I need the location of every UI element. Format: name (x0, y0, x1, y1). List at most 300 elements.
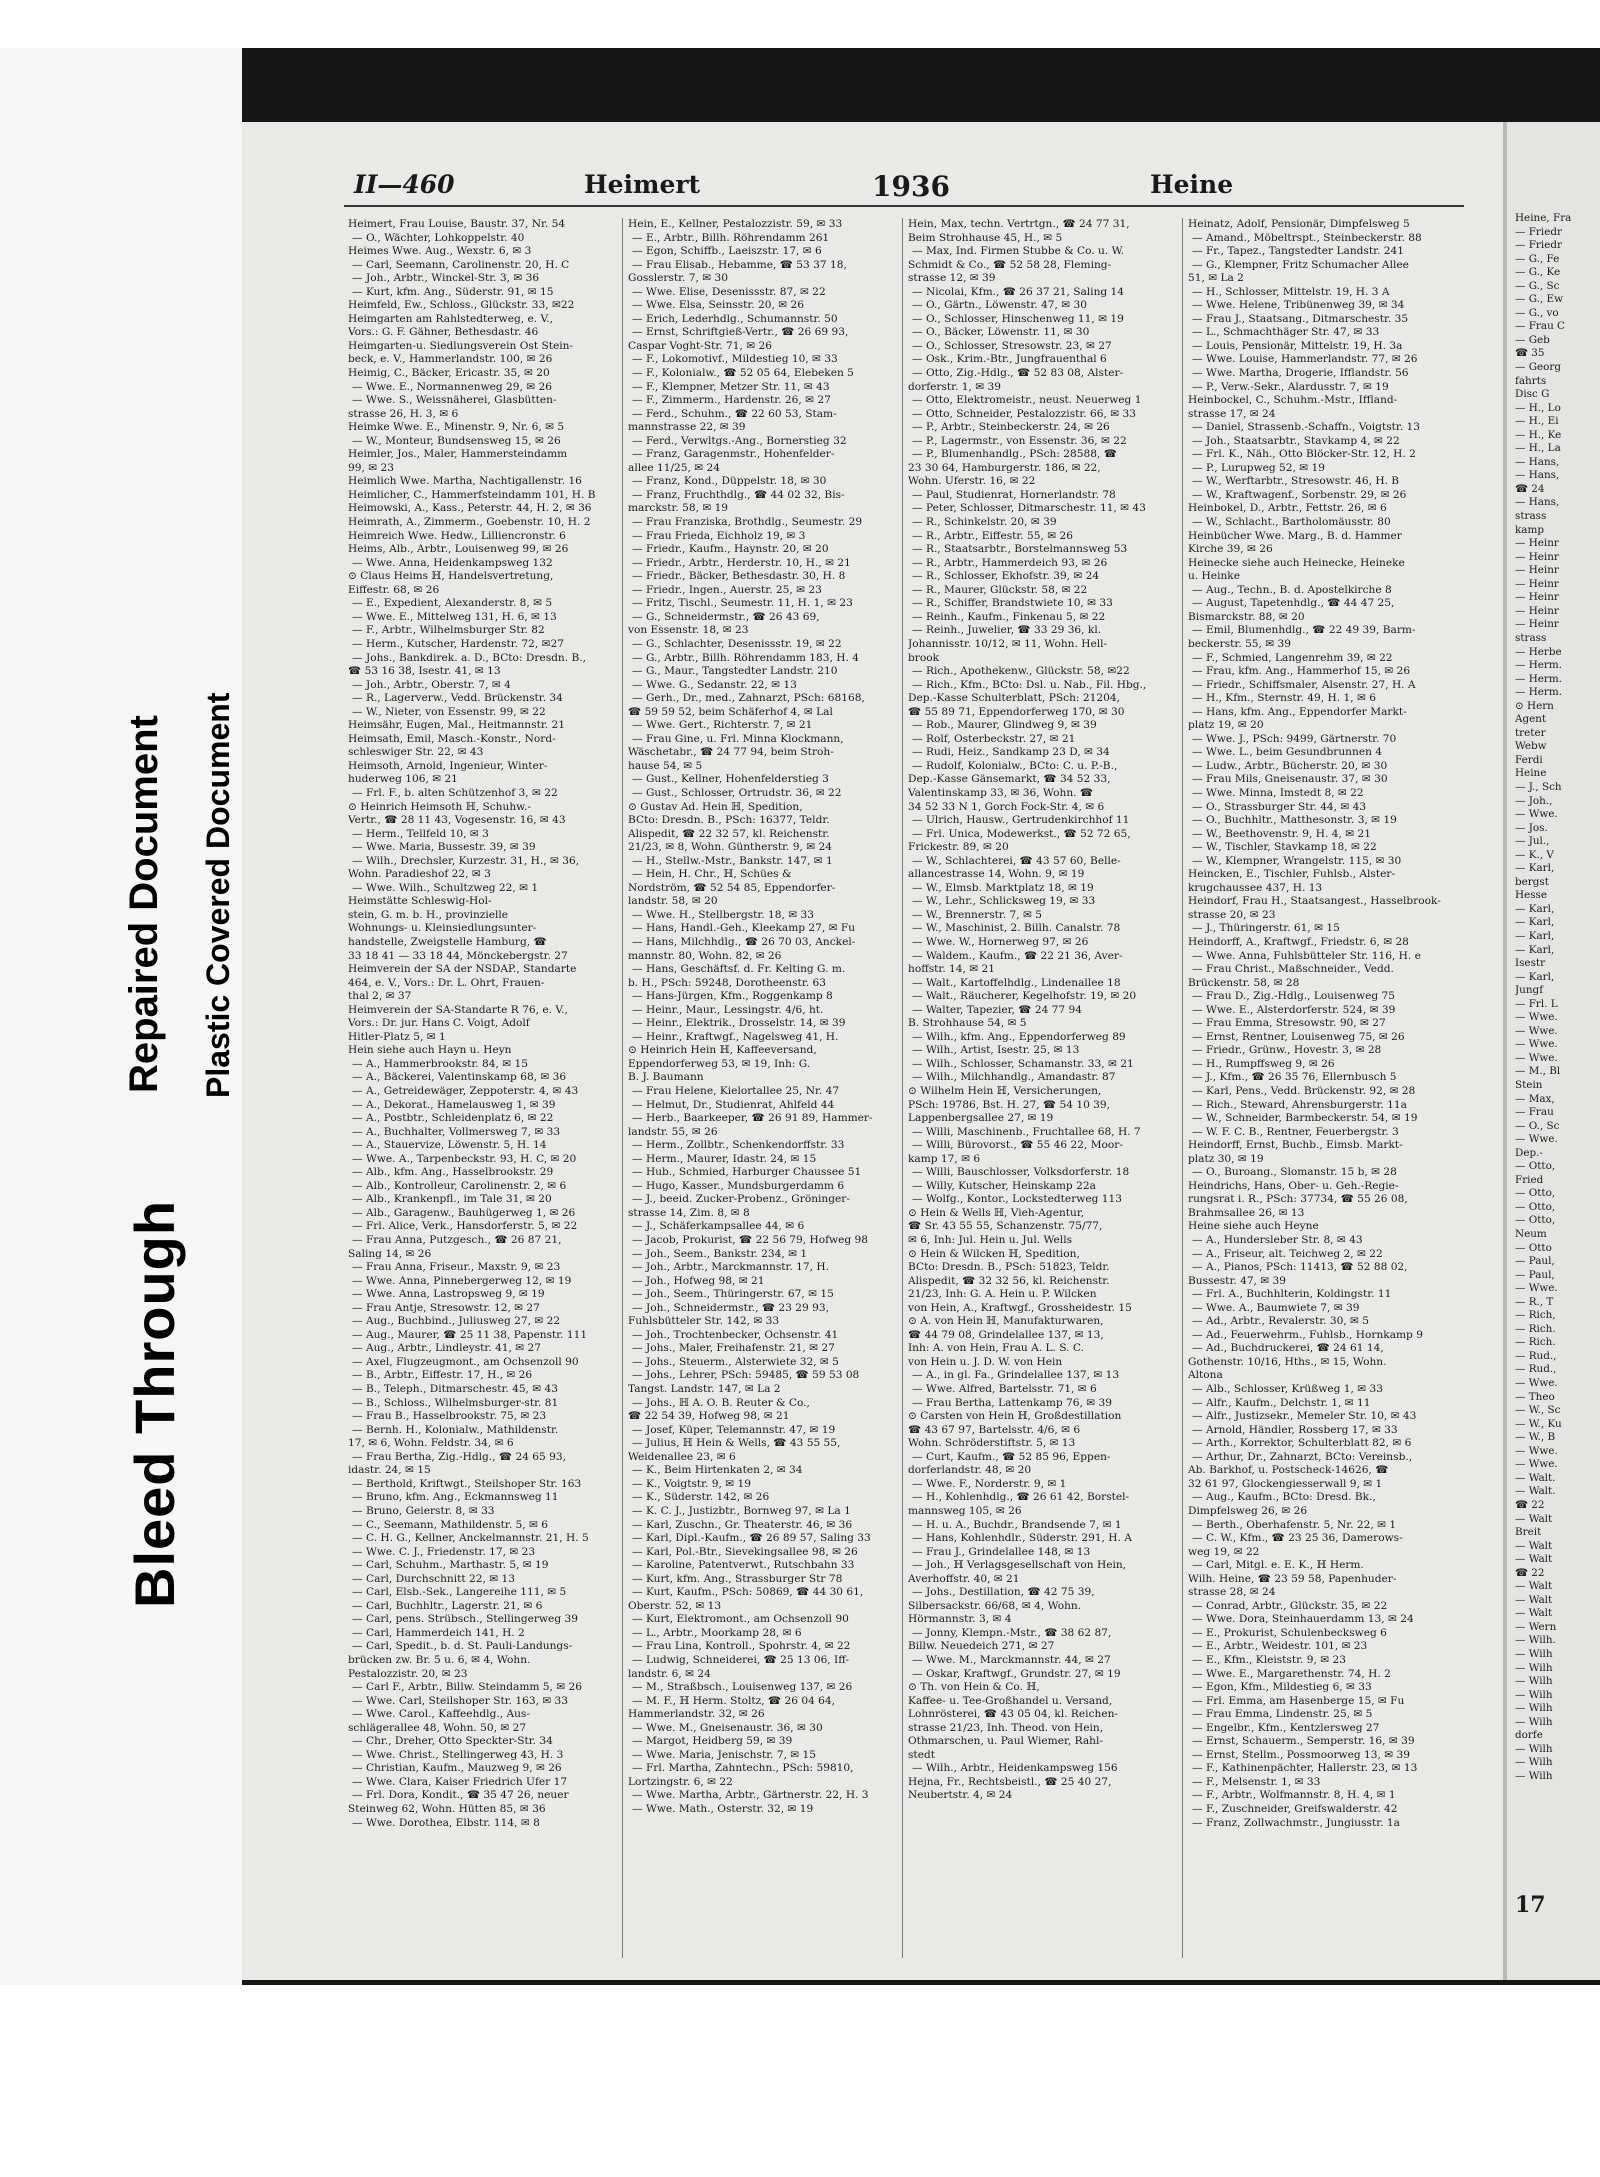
directory-entry-line: landstr. 58, ✉ 20 (628, 895, 718, 908)
directory-entry-line: — Curt, Kaufm., ☎ 52 85 96, Eppen- (912, 1450, 1111, 1463)
directory-entry-line: Vertr., ☎ 28 11 43, Vogesenstr. 16, ✉ 43 (348, 814, 566, 827)
directory-entry-line: — Reinh., Juwelier, ☎ 33 29 36, kl. (912, 624, 1102, 637)
directory-entry-line: B. Strohhause 54, ✉ 5 (908, 1017, 1027, 1030)
directory-entry-line: — Wwe. Elsa, Seinsstr. 20, ✉ 26 (632, 299, 804, 312)
directory-entry-line: — Heinr., Maur., Lessingstr. 4/6, ht. (632, 1003, 824, 1016)
directory-entry-line: — Walter, Tapezier, ☎ 24 77 94 (912, 1003, 1083, 1016)
directory-entry-line: mannstr. 80, Wohn. 82, ✉ 26 (628, 949, 782, 962)
directory-entry-line: — Wwe. E., Normannenweg 29, ✉ 26 (352, 380, 552, 393)
directory-entry-line: — F., Arbtr., Wilhelmsburger Str. 82 (352, 624, 545, 637)
directory-entry-line: — Karoline, Patentverwt., Rutschbahn 33 (632, 1559, 855, 1572)
directory-entry-line: ☎ 22 54 39, Hofweg 98, ✉ 21 (628, 1410, 790, 1423)
directory-entry-line: — E., Kfm., Kleiststr. 9, ✉ 23 (1192, 1653, 1346, 1666)
facing-entry-line: — Wwe. (1515, 1133, 1558, 1146)
directory-entry-line: — Wwe. Anna, Heidenkampsweg 132 (352, 556, 553, 569)
facing-entry-line: Isestr (1515, 957, 1546, 970)
scan-top-margin (0, 0, 1600, 48)
directory-entry-line: — J., Kfm., ☎ 26 35 76, Ellernbusch 5 (1192, 1071, 1397, 1084)
directory-entry-line: — F., Arbtr., Wolfmannstr. 8, H. 4, ✉ 1 (1192, 1789, 1396, 1802)
facing-entry-line: — Herbe (1515, 645, 1562, 658)
facing-entry-line: — Wilh (1515, 1647, 1553, 1660)
directory-entry-line: — August, Tapetenhdlg., ☎ 44 47 25, (1192, 597, 1395, 610)
directory-entry-line: — Frau Antje, Stresowstr. 12, ✉ 27 (352, 1301, 540, 1314)
directory-entry-line: 51, ✉ La 2 (1188, 272, 1244, 285)
facing-entry-line: — Theo (1515, 1390, 1555, 1403)
directory-entry-line: brücken zw. Br. 5 u. 6, ✉ 4, Wohn. (348, 1653, 531, 1666)
directory-entry-line: Heindorff, A., Kraftwgf., Friedstr. 6, ✉ 28 (1188, 935, 1409, 948)
directory-entry-line: — Wwe. Anna, Lastropsweg 9, ✉ 19 (352, 1288, 545, 1301)
directory-entry-line: — Emil, Blumenhdlg., ☎ 22 49 39, Barm- (1192, 624, 1416, 637)
directory-entry-line: — Frau B., Hasselbrookstr. 75, ✉ 23 (352, 1410, 547, 1423)
directory-entry-line: Eppendorferweg 53, ✉ 19, Inh: G. (628, 1057, 811, 1070)
directory-entry-line: — Wwe. C. J., Friedenstr. 17, ✉ 23 (352, 1545, 536, 1558)
directory-entry-line: — Joh., Trochtenbecker, Ochsenstr. 41 (632, 1328, 839, 1341)
facing-entry-line: ⊙ Hern (1515, 699, 1554, 712)
directory-entry-line: ✉ 6, Inh: Jul. Hein u. Jul. Wells (908, 1234, 1073, 1247)
directory-entry-line: — Wwe. E., Alsterdorferstr. 524, ✉ 39 (1192, 1003, 1396, 1016)
directory-entry-line: — Joh., Arbtr., Oberstr. 7, ✉ 4 (352, 678, 511, 691)
directory-entry-line: Alispedit, ☎ 22 32 57, kl. Reichenstr. (628, 827, 830, 840)
directory-entry-line: Fuhlsbütteler Str. 142, ✉ 33 (628, 1315, 780, 1328)
entry-column-4 (1188, 218, 1458, 1963)
directory-entry-line: Kirche 39, ✉ 26 (1188, 543, 1273, 556)
facing-entry-line: — Wilh (1515, 1715, 1553, 1728)
directory-entry-line: — Ernst, Schauerm., Semperstr. 16, ✉ 39 (1192, 1735, 1415, 1748)
directory-entry-line: — H., Kohlenhdlg., ☎ 26 61 42, Borstel- (912, 1491, 1130, 1504)
directory-entry-line: — Frl. Emma, am Hasenberge 15, ✉ Fu (1192, 1694, 1405, 1707)
directory-entry-line: Othmarschen, u. Paul Wiemer, Rahl- (908, 1735, 1103, 1748)
directory-entry-line: — Otto, Zig.-Hdlg., ☎ 52 83 08, Alster- (912, 367, 1124, 380)
directory-entry-line: Heimler, Jos., Maler, Hammersteindamm (348, 448, 568, 461)
facing-entry-line: — Karl, (1515, 902, 1555, 915)
directory-entry-line: — Conrad, Arbtr., Glückstr. 35, ✉ 22 (1192, 1599, 1388, 1612)
directory-entry-line: — Franz, Fruchthdlg., ☎ 44 02 32, Bis- (632, 488, 845, 501)
directory-entry-line: — Fr., Tapez., Tangstedter Landstr. 241 (1192, 245, 1404, 258)
header-keyword-right: Heine (1150, 170, 1234, 199)
directory-entry-line: Heimrath, A., Zimmerm., Goebenstr. 10, H. 2 (348, 516, 591, 529)
directory-entry-line: mannsweg 105, ✉ 26 (908, 1504, 1022, 1517)
directory-entry-line: ☎ Sr. 43 55 55, Schanzenstr. 75/77, (908, 1220, 1103, 1233)
facing-entry-line: — Wwe. (1515, 1282, 1558, 1295)
directory-entry-line: — Kurt, kfm. Ang., Strassburger Str 78 (632, 1572, 843, 1585)
directory-entry-line: — Wwe. Louise, Hammerlandstr. 77, ✉ 26 (1192, 353, 1418, 366)
directory-entry-line: — Wwe. Anna, Pinnebergerweg 12, ✉ 19 (352, 1274, 572, 1287)
directory-entry-line: — G., Klempner, Fritz Schumacher Allee (1192, 258, 1409, 271)
directory-entry-line: — O., Schlosser, Hinschenweg 11, ✉ 19 (912, 312, 1124, 325)
directory-entry-line: — M. F., ℍ Herm. Stoltz, ☎ 26 04 64, (632, 1694, 836, 1707)
directory-entry-line: Heimsähr, Eugen, Mal., Heitmannstr. 21 (348, 719, 565, 732)
directory-entry-line: — Ulrich, Hausw., Gertrudenkirchhof 11 (912, 814, 1130, 827)
facing-entry-line: — Herm. (1515, 686, 1563, 699)
directory-entry-line: — Carl, Hammerdeich 141, H. 2 (352, 1626, 525, 1639)
facing-entry-line: — Otto, (1515, 1214, 1556, 1227)
directory-entry-line: Altona (1188, 1369, 1223, 1382)
facing-entry-line: — W., Ku (1515, 1417, 1562, 1430)
facing-entry-line: — Wilh (1515, 1688, 1553, 1701)
facing-entry-line: — Karl, (1515, 929, 1555, 942)
directory-entry-line: — Johs., ℍ A. O. B. Reuter & Co., (632, 1396, 810, 1409)
directory-entry-line: — Wwe. Wilh., Schultzweg 22, ✉ 1 (352, 881, 539, 894)
directory-entry-line: — Wwe. Maria, Jenischstr. 7, ✉ 15 (632, 1748, 817, 1761)
directory-entry-line: Ab. Barkhof, u. Postscheck-14626, ☎ (1188, 1464, 1389, 1477)
directory-entry-line: Inh: A. von Hein, Frau A. L. S. C. (908, 1342, 1084, 1355)
directory-entry-line: platz 19, ✉ 20 (1188, 719, 1264, 732)
directory-entry-line: — Otto, Elektromeistr., neust. Neuerweg 1 (912, 394, 1142, 407)
directory-entry-line: — P., Lurupweg 52, ✉ 19 (1192, 461, 1325, 474)
directory-entry-line: — Johs., Destillation, ☎ 42 75 39, (912, 1586, 1095, 1599)
directory-entry-line: platz 30, ✉ 19 (1188, 1152, 1264, 1165)
directory-entry-line: Heimsoth, Arnold, Ingenieur, Winter- (348, 759, 548, 772)
directory-entry-line: Gosslerstr. 7, ✉ 30 (628, 272, 728, 285)
directory-entry-line: — Bernh. H., Kolonialw., Mathildenstr. (352, 1423, 559, 1436)
directory-entry-line: — A., Dekorat., Hamelausweg 1, ✉ 39 (352, 1098, 556, 1111)
directory-entry-line: — Alfr., Justizsekr., Memeler Str. 10, ✉ 43 (1192, 1410, 1417, 1423)
directory-entry-line: — B., Arbtr., Eiffestr. 17, H., ✉ 26 (352, 1369, 533, 1382)
directory-entry-line: — Willi, Bürovorst., ☎ 55 46 22, Moor- (912, 1139, 1123, 1152)
directory-entry-line: Saling 14, ✉ 26 (348, 1247, 432, 1260)
directory-entry-line: — Carl, Mitgl. e. E. K., ℍ Herm. (1192, 1559, 1364, 1572)
facing-page-lines (1515, 212, 1600, 1783)
directory-entry-line: Wäschetabr., ☎ 24 77 94, beim Stroh- (628, 746, 834, 759)
directory-entry-line: — Johs., Bankdirek. a. D., BCto: Dresdn. B., (352, 651, 586, 664)
directory-entry-line: allancestrasse 14, Wohn. 9, ✉ 19 (908, 868, 1085, 881)
directory-entry-line: Hitler-Platz 5, ✉ 1 (348, 1030, 446, 1043)
directory-entry-line: — F., Kathinenpächter, Hallerstr. 23, ✉ 13 (1192, 1762, 1418, 1775)
directory-entry-line: — Carl, Durchschnitt 22, ✉ 13 (352, 1572, 515, 1585)
facing-entry-line: — Heinr (1515, 604, 1559, 617)
directory-entry-line: — Wwe. Helene, Tribünenweg 39, ✉ 34 (1192, 299, 1405, 312)
directory-entry-line: von Hein u. J. D. W. von Hein (908, 1355, 1063, 1368)
directory-entry-line: — G., Arbtr., Billh. Röhrendamm 183, H. 4 (632, 651, 859, 664)
directory-entry-line: ⊙ Heinrich Hein ℍ, Kaffeeversand, (628, 1044, 817, 1057)
directory-entry-line: — Wwe. S., Weissnäherei, Glasbütten- (352, 394, 557, 407)
directory-entry-line: — Hans, Geschäftsf. d. Fr. Kelting G. m. (632, 963, 846, 976)
directory-entry-line: — Wwe. Carol., Kaffeehdlg., Aus- (352, 1708, 530, 1721)
facing-entry-line: — G., Sc (1515, 279, 1560, 292)
facing-entry-line: ☎ 22 (1515, 1566, 1545, 1579)
directory-entry-line: — W., Beethovenstr. 9, H. 4, ✉ 21 (1192, 827, 1371, 840)
facing-entry-line: — Friedr (1515, 239, 1562, 252)
column-divider (622, 218, 623, 1958)
stamp-bleed-through: Bleed Through (123, 1199, 186, 1608)
directory-entry-line: — Wwe. Minna, Imstedt 8, ✉ 22 (1192, 786, 1364, 799)
facing-entry-line: fahrts (1515, 374, 1547, 387)
directory-entry-line: — Hans, Handl.-Geh., Kleekamp 27, ✉ Fu (632, 922, 856, 935)
directory-entry-line: von Hein, A., Kraftwgf., Grossheidestr. 15 (908, 1301, 1132, 1314)
directory-entry-line: — Jonny, Klempn.-Mstr., ☎ 38 62 87, (912, 1626, 1112, 1639)
facing-entry-line: — Walt. (1515, 1485, 1556, 1498)
directory-entry-line: — Friedr., Kaufm., Haynstr. 20, ✉ 20 (632, 543, 829, 556)
facing-entry-line: — Wwe. (1515, 1377, 1558, 1390)
directory-entry-line: — Rolf, Osterbeckstr. 27, ✉ 21 (912, 732, 1076, 745)
directory-entry-line: Heimreich Wwe. Hedw., Lilliencronstr. 6 (348, 529, 566, 542)
directory-entry-line: Oberstr. 52, ✉ 13 (628, 1599, 722, 1612)
directory-entry-line: — Frau Anna, Friseur., Maxstr. 9, ✉ 23 (352, 1261, 561, 1274)
directory-entry-line: dorferstr. 1, ✉ 39 (908, 380, 1002, 393)
directory-entry-line: — Frl. Dora, Kondit., ☎ 35 47 26, neuer (352, 1789, 569, 1802)
directory-entry-line: Billw. Neuedeich 271, ✉ 27 (908, 1640, 1055, 1653)
directory-entry-line: — Rich., Steward, Ahrensburgerstr. 11a (1192, 1098, 1407, 1111)
directory-entry-line: — Frau Emma, Stresowstr. 90, ✉ 27 (1192, 1017, 1386, 1030)
directory-entry-line: 23 30 64, Hamburgerstr. 186, ✉ 22, (908, 461, 1101, 474)
directory-entry-line: Heimgarten am Rahlstedterweg, e. V., (348, 312, 554, 325)
directory-entry-line: — H. u. A., Buchdr., Brandsende 7, ✉ 1 (912, 1518, 1122, 1531)
directory-entry-line: Frickestr. 89, ✉ 20 (908, 841, 1009, 854)
directory-entry-line: ⊙ Carsten von Hein ℍ, Großdestillation (908, 1410, 1122, 1423)
directory-entry-line: — Friedr., Schiffsmaler, Alsenstr. 27, H. A (1192, 678, 1416, 691)
directory-entry-line: b. H., PSch: 59248, Dorotheenstr. 63 (628, 976, 826, 989)
directory-entry-line: — Reinh., Kaufm., Finkenau 5, ✉ 22 (912, 610, 1106, 623)
directory-entry-line: Johannisstr. 10/12, ✉ 11, Wohn. Hell- (908, 637, 1108, 650)
directory-entry-line: — Berth., Oberhafenstr. 5, Nr. 22, ✉ 1 (1192, 1518, 1397, 1531)
directory-entry-line: — O., Buroang., Slomanstr. 15 b, ✉ 28 (1192, 1166, 1397, 1179)
directory-entry-line: ☎ 43 67 97, Bartelsstr. 4/6, ✉ 6 (908, 1423, 1081, 1436)
directory-entry-line: Heimes Wwe. Aug., Wexstr. 6, ✉ 3 (348, 245, 532, 258)
directory-entry-line: — Wilh., Schlosser, Schamanstr. 33, ✉ 21 (912, 1057, 1134, 1070)
directory-entry-line: — Wwe. W., Hornerweg 97, ✉ 26 (912, 935, 1089, 948)
directory-entry-line: Dep.-Kasse Schulterblatt, PSch: 21204, (908, 692, 1120, 705)
directory-entry-line: — J., Thüringerstr. 61, ✉ 15 (1192, 922, 1340, 935)
facing-entry-line: kamp (1515, 523, 1544, 536)
page-header (242, 122, 1507, 203)
directory-entry-line: — Wwe. A., Tarpenbeckstr. 93, H. C, ✉ 20 (352, 1152, 577, 1165)
directory-entry-line: 21/23, ✉ 8, Wohn. Güntherstr. 9, ✉ 24 (628, 841, 832, 854)
directory-entry-line: — B., Teleph., Ditmarschestr. 45, ✉ 43 (352, 1383, 559, 1396)
directory-entry-line: — Kurt, Kaufm., PSch: 50869, ☎ 44 30 61, (632, 1586, 864, 1599)
facing-entry-line: — Jul., (1515, 835, 1550, 848)
directory-entry-line: — Peter, Schlosser, Ditmarschestr. 11, ✉ 43 (912, 502, 1146, 515)
directory-entry-line: — W., Werftarbtr., Stresowstr. 46, H. B (1192, 475, 1400, 488)
facing-entry-line: Fried (1515, 1173, 1544, 1186)
directory-entry-line: Heinatz, Adolf, Pensionär, Dimpfelsweg 5 (1188, 218, 1410, 230)
directory-entry-line: strasse 14, Zim. 8, ✉ 8 (628, 1206, 750, 1219)
directory-entry-line: Lortzingstr. 6, ✉ 22 (628, 1775, 733, 1788)
directory-entry-line: 34 52 33 N 1, Gorch Fock-Str. 4, ✉ 6 (908, 800, 1105, 813)
facing-entry-line: — G., Ew (1515, 293, 1564, 306)
directory-entry-line: Dimpfelsweg 26, ✉ 26 (1188, 1504, 1308, 1517)
directory-entry-line: — Wwe. Anna, Fuhlsbütteler Str. 116, H. e (1192, 949, 1421, 962)
facing-entry-line: — Wwe. (1515, 1024, 1558, 1037)
directory-entry-line: — C. W., Kfm., ☎ 23 25 36, Damerows- (1192, 1532, 1403, 1545)
directory-entry-line: — Willi, Bauschlosser, Volksdorferstr. 18 (912, 1166, 1130, 1179)
facing-entry-line: — Walt (1515, 1553, 1553, 1566)
directory-entry-line: — W., Elmsb. Marktplatz 18, ✉ 19 (912, 881, 1094, 894)
directory-entry-line: — E., Arbtr., Billh. Röhrendamm 261 (632, 231, 830, 244)
directory-entry-line: — Karl, Pol.-Btr., Sievekingsallee 98, ✉ 26 (632, 1545, 858, 1558)
directory-entry-line: strasse 26, H. 3, ✉ 6 (348, 407, 459, 420)
facing-entry-line: Stein (1515, 1079, 1543, 1091)
directory-entry-line: — Frau Christ., Maßschneider., Vedd. (1192, 963, 1394, 976)
directory-entry-line: — A., Friseur, alt. Teichweg 2, ✉ 22 (1192, 1247, 1383, 1260)
header-keyword-left: Heimert (584, 170, 701, 199)
directory-entry-line: — Alb., Krankenpfl., im Tale 31, ✉ 20 (352, 1193, 552, 1206)
directory-entry-line: — R., Arbtr., Hammerdeich 93, ✉ 26 (912, 556, 1108, 569)
facing-entry-line: — Paul, (1515, 1255, 1555, 1268)
directory-entry-line: — Frau Anna, Putzgesch., ☎ 26 87 21, (352, 1234, 562, 1247)
directory-entry-line: Heincken, E., Tischler, Fuhlsb., Alster- (1188, 868, 1396, 881)
directory-entry-line: — Osk., Krim.-Btr., Jungfrauenthal 6 (912, 353, 1107, 366)
column-divider (902, 218, 903, 1958)
facing-entry-line: — Wern (1515, 1620, 1557, 1633)
directory-entry-line: — Alb., kfm. Ang., Hasselbrookstr. 29 (352, 1166, 554, 1179)
facing-entry-line: — W., B (1515, 1431, 1556, 1444)
facing-entry-line: — Wwe. (1515, 1458, 1558, 1471)
directory-entry-line: — R., Schiffer, Brandstwiete 10, ✉ 33 (912, 597, 1113, 610)
directory-entry-line: — F., Zimmerm., Hardenstr. 26, ✉ 27 (632, 394, 831, 407)
directory-entry-line: — Walt., Räucherer, Kegelhofstr. 19, ✉ 20 (912, 990, 1137, 1003)
directory-entry-line: — Johs., Steuerm., Alsterwiete 32, ✉ 5 (632, 1355, 839, 1368)
directory-entry-line: Wohn. Paradieshof 22, ✉ 3 (348, 868, 491, 881)
facing-entry-line: — W., Sc (1515, 1404, 1561, 1417)
directory-entry-line: Kaffee- u. Tee-Großhandel u. Versand, (908, 1694, 1113, 1707)
facing-entry-line: — H., Ke (1515, 428, 1562, 441)
directory-entry-line: — Waldem., Kaufm., ☎ 22 21 36, Aver- (912, 949, 1123, 962)
directory-entry-line: — F., Kolonialw., ☎ 52 05 64, Elebeken 5 (632, 367, 854, 380)
facing-entry-line: — Heinr (1515, 537, 1559, 550)
directory-entry-line: — A., Postbtr., Schleidenplatz 6, ✉ 22 (352, 1112, 554, 1125)
directory-entry-line: ☎ 59 59 52, beim Schäferhof 4, ✉ Lal (628, 705, 833, 718)
directory-entry-line: Heimstätte Schleswig-Hol- (348, 895, 492, 908)
facing-entry-line: — Walt (1515, 1580, 1553, 1593)
directory-entry-line: marckstr. 58, ✉ 19 (628, 502, 729, 515)
facing-entry-line: — Karl, (1515, 943, 1555, 956)
directory-entry-line: Wohn. Schröderstiftstr. 5, ✉ 13 (908, 1437, 1076, 1450)
directory-entry-line: landstr. 55, ✉ 26 (628, 1125, 718, 1138)
directory-entry-line: — Ludw., Arbtr., Bücherstr. 20, ✉ 30 (1192, 759, 1388, 772)
directory-entry-line: Hein siehe auch Hayn u. Heyn (348, 1044, 512, 1057)
facing-entry-line: strass (1515, 631, 1547, 644)
facing-entry-line: — Otto, (1515, 1187, 1556, 1200)
directory-entry-line: dorferlandstr. 48, ✉ 20 (908, 1464, 1032, 1477)
directory-entry-line: — Wilh., Milchhandlg., Amandastr. 87 (912, 1071, 1116, 1084)
directory-entry-line: — Oskar, Kraftwgf., Grundstr. 27, ✉ 19 (912, 1667, 1121, 1680)
directory-entry-line: huderweg 106, ✉ 21 (348, 773, 458, 786)
directory-entry-line: Bismarckstr. 88, ✉ 20 (1188, 610, 1305, 623)
facing-entry-line: Webw (1515, 740, 1547, 753)
entry-column-3 (908, 218, 1178, 1963)
directory-entry-line: — O., Buchhltr., Matthesonstr. 3, ✉ 19 (1192, 814, 1397, 827)
directory-entry-line: — W., Schneider, Barmbeckerstr. 54, ✉ 19 (1192, 1112, 1418, 1125)
directory-entry-line: Heinbockel, C., Schuhm.-Mstr., Iffland- (1188, 394, 1398, 407)
directory-entry-line: Heimlicher, C., Hammerfsteindamm 101, H. B (348, 488, 596, 501)
facing-entry-line: Heine (1515, 767, 1547, 780)
directory-entry-line: — Karl, Dipl.-Kaufm., ☎ 26 89 57, Saling 33 (632, 1532, 871, 1545)
directory-entry-line: — M., Straßbsch., Louisenweg 137, ✉ 26 (632, 1681, 853, 1694)
directory-entry-line: — A., Bäckerei, Valentinskamp 68, ✉ 36 (352, 1071, 567, 1084)
facing-entry-line: — R., T (1515, 1295, 1554, 1308)
facing-entry-line: — Hans, (1515, 496, 1560, 509)
directory-entry-line: — Ernst, Stellm., Possmoorweg 13, ✉ 39 (1192, 1748, 1410, 1761)
directory-entry-line: ⊙ Hein & Wells ℍ, Vieh-Agentur, (908, 1206, 1085, 1219)
directory-entry-line: — Wilh., kfm. Ang., Eppendorferweg 89 (912, 1030, 1126, 1043)
facing-entry-line: — Wilh (1515, 1675, 1553, 1688)
directory-entry-line: — W., Klempner, Wrangelstr. 115, ✉ 30 (1192, 854, 1402, 867)
directory-entry-line: Heindorf, Frau H., Staatsangest., Hasselbrook- (1188, 895, 1441, 908)
directory-entry-line: — Frl. A., Buchhlterin, Koldingstr. 11 (1192, 1288, 1392, 1301)
directory-entry-line: BCto: Dresdn. B., PSch: 16377, Teldr. (628, 814, 830, 827)
directory-entry-line: hoffstr. 14, ✉ 21 (908, 963, 995, 976)
directory-entry-line: — Johs., Maler, Freihafenstr. 21, ✉ 27 (632, 1342, 835, 1355)
directory-entry-line: — W., Lehr., Schlicksweg 19, ✉ 33 (912, 895, 1096, 908)
directory-entry-line: — Alb., Garagenw., Bauhügerweg 1, ✉ 26 (352, 1206, 576, 1219)
header-year: 1936 (872, 170, 950, 203)
directory-entry-line: — Axel, Flugzeugmont., am Ochsenzoll 90 (352, 1355, 579, 1368)
directory-entry-line: ⊙ Wilhelm Hein ℍ, Versicherungen, (908, 1085, 1102, 1097)
directory-entry-line: BCto: Dresdn. B., PSch: 51823, Teldr. (908, 1261, 1110, 1274)
directory-entry-line: strasse 12, ✉ 39 (908, 272, 996, 285)
directory-entry-line: — G., Schneidermstr., ☎ 26 43 69, (632, 610, 820, 623)
directory-entry-line: — Fritz, Tischl., Seumestr. 11, H. 1, ✉ 23 (632, 597, 853, 610)
directory-entry-line: — Wwe. Alfred, Bartelsstr. 71, ✉ 6 (912, 1383, 1097, 1396)
directory-entry-line: Wohn. Uferstr. 16, ✉ 22 (908, 475, 1036, 488)
directory-entry-line: — Arthur, Dr., Zahnarzt, BCto: Vereinsb., (1192, 1450, 1413, 1463)
directory-entry-line: Eiffestr. 68, ✉ 26 (348, 583, 440, 596)
directory-entry-line: — Kurt, Elektromont., am Ochsenzoll 90 (632, 1613, 849, 1626)
facing-entry-line: — Walt. (1515, 1471, 1556, 1484)
facing-entry-line: — Herm. (1515, 672, 1563, 685)
facing-entry-line: ☎ 35 (1515, 347, 1545, 360)
directory-entry-line: — Frau Helene, Kielortallee 25, Nr. 47 (632, 1085, 840, 1097)
directory-entry-line: Wohnungs- u. Kleinsiedlungsunter- (348, 922, 537, 935)
directory-entry-line: — Wwe. Carl, Steilshoper Str. 163, ✉ 33 (352, 1694, 569, 1707)
directory-entry-line: Vors.: G. F. Gähner, Bethesdastr. 46 (348, 326, 539, 339)
directory-entry-line: Heimfeld, Ew., Schloss., Glückstr. 33, ✉22 (348, 299, 575, 312)
directory-entry-line: rungsrat i. R., PSch: 37734, ☎ 55 26 08, (1188, 1193, 1408, 1206)
directory-entry-line: Heinecke siehe auch Heinecke, Heineke (1188, 556, 1405, 569)
directory-entry-line: weg 19, ✉ 22 (1188, 1545, 1260, 1558)
directory-entry-line: — Frau, kfm. Ang., Hammerhof 15, ✉ 26 (1192, 665, 1411, 678)
directory-entry-line: Weidenallee 23, ✉ 6 (628, 1450, 736, 1463)
directory-entry-line: — Carl, pens. Strübsch., Stellingerweg 39 (352, 1613, 578, 1626)
directory-entry-line: — Daniel, Strassenb.-Schaffn., Voigtstr. 13 (1192, 421, 1421, 434)
directory-entry-line: stein, G. m. b. H., provinzielle (348, 908, 509, 921)
directory-entry-line: — Heinr., Elektrik., Drosselstr. 14, ✉ 39 (632, 1017, 846, 1030)
directory-entry-line: — Wwe. L., beim Gesundbrunnen 4 (1192, 746, 1383, 759)
directory-entry-line: — Paul, Studienrat, Hornerlandstr. 78 (912, 488, 1116, 501)
directory-entry-line: — Chr., Dreher, Otto Speckter-Str. 34 (352, 1735, 553, 1748)
facing-entry-line: — Wwe. (1515, 1011, 1558, 1024)
directory-entry-line: — A., Getreidewäger, Zeppoterstr. 4, ✉ 43 (352, 1085, 579, 1097)
directory-entry-line: — Wwe. E., Mittelweg 131, H. 6, ✉ 13 (352, 610, 557, 623)
facing-entry-line: — H., Ei (1515, 415, 1559, 428)
directory-entry-line: — Frl. Alice, Verk., Hansdorferstr. 5, ✉ 22 (352, 1220, 578, 1233)
directory-entry-line: — Arnold, Händler, Rossberg 17, ✉ 33 (1192, 1423, 1398, 1436)
facing-entry-line: — Frl. L (1515, 997, 1558, 1010)
directory-entry-line: — Wwe. E., Margarethenstr. 74, H. 2 (1192, 1667, 1391, 1680)
directory-entry-line: 99, ✉ 23 (348, 461, 394, 474)
directory-entry-line: — W., Tischler, Stavkamp 18, ✉ 22 (1192, 841, 1377, 854)
directory-entry-line: — A., Buchhalter, Vollmersweg 7, ✉ 33 (352, 1125, 561, 1138)
facing-entry-line: — Frau (1515, 1106, 1554, 1119)
entry-column-2 (628, 218, 898, 1963)
directory-entry-line: — Wwe. Clara, Kaiser Friedrich Ufer 17 (352, 1775, 568, 1788)
facing-entry-line: — Wilh (1515, 1769, 1553, 1782)
directory-entry-line: brook (908, 651, 940, 664)
directory-entry-line: Vors.: Dr. jur. Hans C. Voigt, Adolf (348, 1017, 530, 1030)
directory-entry-line: — Herm., Maurer, Idastr. 24, ✉ 15 (632, 1152, 817, 1165)
directory-entry-line: Hammerlandstr. 32, ✉ 26 (628, 1708, 765, 1721)
directory-entry-line: — W., Kraftwagenf., Sorbenstr. 29, ✉ 26 (1192, 488, 1407, 501)
directory-entry-line: — W., Nieter, von Essenstr. 99, ✉ 22 (352, 705, 546, 718)
directory-entry-line: Hein, E., Kellner, Pestalozzistr. 59, ✉ 33 (628, 218, 843, 230)
directory-entry-line: — Julius, ℍ Hein & Wells, ☎ 43 55 55, (632, 1437, 841, 1450)
directory-entry-line: Averhoffstr. 40, ✉ 21 (908, 1572, 1020, 1585)
facing-entry-line: — Rich. (1515, 1336, 1556, 1349)
directory-entry-line: — Alb., Schlosser, Krüßweg 1, ✉ 33 (1192, 1383, 1384, 1396)
directory-entry-line: — R., Arbtr., Eiffestr. 55, ✉ 26 (912, 529, 1073, 542)
directory-entry-line: Alispedit, ☎ 32 32 56, kl. Reichenstr. (908, 1274, 1110, 1287)
directory-entry-line: Heimgarten-u. Siedlungsverein Ost Stein- (348, 339, 574, 352)
